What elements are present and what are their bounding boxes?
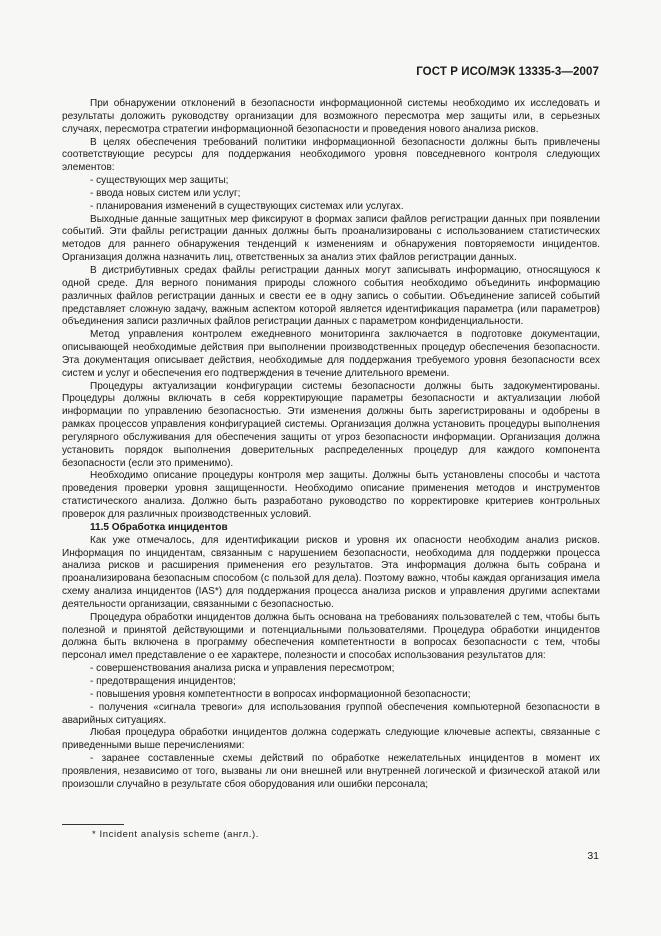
- list-item: - ввода новых систем или услуг;: [90, 187, 241, 199]
- standard-header: ГОСТ Р ИСО/МЭК 13335-3—2007: [416, 66, 599, 78]
- paragraph: В дистрибутивных средах файлы регистрации данных могут записывать информацию, относящуюся к одной среде. Для верного понимания природы сложного события необходимо объединить информацию различных файлов регистрации данных и свести ее в одну запись о событии. Объединение записей событий представляет сложную задачу, важным аспектом которой является идентификация параметра (или параметров) объединения записи различных файлов регистрации данных с параметром конфиденциальности.: [62, 264, 600, 328]
- list-item: - планирования изменений в существующих системах или услугах.: [90, 200, 404, 212]
- paragraph: Любая процедура обработки инцидентов должна содержать следующие ключевые аспекты, связанные с приведенными выше перечислениями:: [62, 727, 600, 752]
- paragraph: Процедуры актуализации конфигурации системы безопасности должны быть задокументированы. Процедуры должны включать в себя корректирующие параметры безопасности и актуализации любой информации по управлению безопасностью. Эти изменения должны быть зарегистрированы и одобрены в рамках процессов управления конфигурацией системы. Организация должна установить процедуры выполнения регулярного обслуживания для обеспечения защиты от угроз безопасности информации. Организация должна установить порядок выполнения доверительных распределенных процедур для каждого компонента безопасности (если это применимо).: [62, 380, 600, 469]
- section-heading: 11.5 Обработка инцидентов: [90, 521, 228, 533]
- paragraph: Необходимо описание процедуры контроля мер защиты. Должны быть установлены способы и частота проведения проверки уровня защищенности. Необходимо описание применения методов и инструментов статистического анализа. Должно быть разработано руководство по корректировке критериев контрольных проверок для различных производственных условий.: [62, 470, 600, 520]
- paragraph: Процедура обработки инцидентов должна быть основана на требованиях пользователей с тем, чтобы быть полезной и принятой действующими и потенциальными пользователями. Процедура обработки инцидентов должна быть включена в программу обеспечения компетентности в вопросах безопасности с тем, чтобы персонал имел представление о ее характере, полезности и способах использования результатов для:: [62, 611, 600, 662]
- paragraph: Как уже отмечалось, для идентификации рисков и уровня их опасности необходим анализ рисков. Информация по инцидентам, связанным с нарушением безопасности, необходима для поддержки процесса анализа рисков и расширения применения его результатов. Эта информация должна быть собрана и проанализирована безопасным способом (с пользой для дела). Поэтому важно, чтобы каждая организация имела схему анализа инцидентов (IAS*) для поддержания процесса анализа рисков и управления другими аспектами деятельности организации, связанными с безопасностью.: [62, 534, 600, 610]
- page-number: 31: [587, 850, 599, 862]
- list-item: - предотвращения инцидентов;: [90, 675, 236, 687]
- list-item: - существующих мер защиты;: [90, 175, 229, 187]
- paragraph: В целях обеспечения требований политики информационной безопасности должны быть привлечены соответствующие ресурсы для поддержания необходимого уровня повседневного контроля следующих элементов:: [62, 136, 600, 174]
- list-item: - совершенствования анализа риска и управления пересмотром;: [90, 663, 395, 675]
- footnote: * Incident analysis scheme (англ.).: [92, 829, 260, 840]
- paragraph: При обнаружении отклонений в безопасности информационной системы необходимо их исследовать и результаты доложить руководству организации для возможного пересмотра мер защиты или, в серьезных случаях, пересмотра стратегии информационной безопасности и проведения нового анализа рисков.: [62, 98, 600, 135]
- list-item: - повышения уровня компетентности в вопросах информационной безопасности;: [90, 688, 471, 700]
- paragraph: Метод управления контролем ежедневного мониторинга заключается в подготовке документации, описывающей необходимые действия при выполнении производственных процедур обеспечения безопасности. Эта документация описывает действия, необходимые для поддержания требуемого уровня безопасности всех систем и услуг и обеспечения его подтверждения в течение длительного времени.: [62, 329, 600, 379]
- footnote-divider: [62, 824, 124, 825]
- list-item: - получения «сигнала тревоги» для использования группой обеспечения компьютерной безопасности в аварийных ситуациях.: [62, 701, 600, 726]
- list-item: - заранее составленные схемы действий по обработке нежелательных инцидентов в момент их проявления, независимо от того, вызваны ли они внешней или внутренней логической и физической атакой или произошли случайно в результате сбоя оборудования или ошибки персонала;: [62, 753, 600, 790]
- paragraph: Выходные данные защитных мер фиксируют в формах записи файлов регистрации данных при появлении событий. Эти файлы регистрации данных должны быть проанализированы с использованием статистических методов для раннего обнаружения тенденций к изменениям и обнаружения повторяемости инцидентов. Организация должна назначить лиц, ответственных за анализ этих файлов регистрации данных.: [62, 213, 600, 264]
- document-body: [62, 98, 600, 792]
